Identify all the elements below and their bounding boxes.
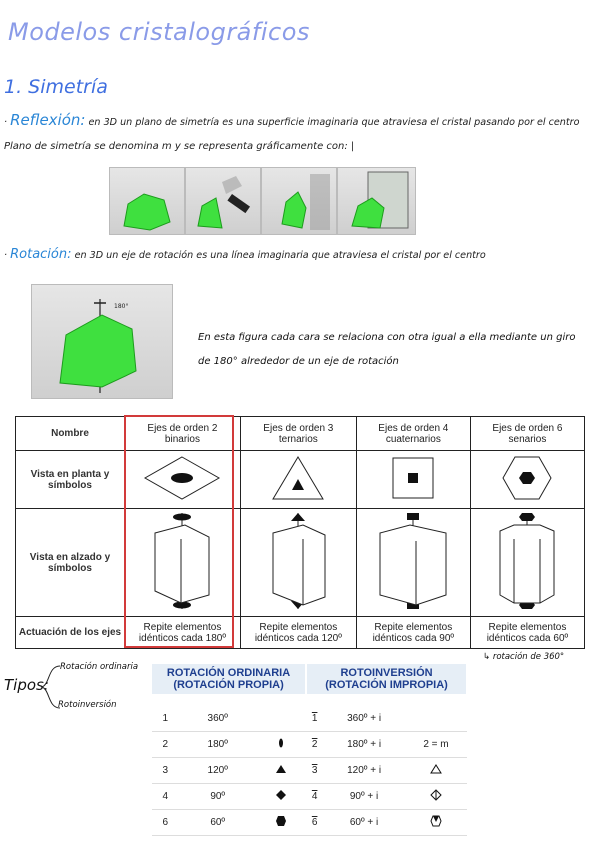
rot-n: 3 xyxy=(152,758,179,784)
row-planta-label: Vista en planta y símbolos xyxy=(16,451,125,509)
rot-angle: 60º xyxy=(179,810,257,836)
rot-angle: 120º xyxy=(179,758,257,784)
tipo-rotoinversion: Rotoinversión xyxy=(58,700,117,710)
highlight-orden-2 xyxy=(124,415,234,648)
inv-angle: 120º + i xyxy=(323,758,405,784)
planta-orden-4 xyxy=(356,451,470,509)
table-row xyxy=(152,810,467,836)
tipo-rotacion-ordinaria: Rotación ordinaria xyxy=(60,662,139,672)
col-4-title: Ejes de orden 4 xyxy=(378,422,449,434)
col-2-subtitle: binarios xyxy=(164,433,200,445)
alzado-orden-3 xyxy=(240,509,356,617)
rot-symbol xyxy=(257,706,306,732)
rot-n: 6 xyxy=(152,810,179,836)
col-6-subtitle: senarios xyxy=(508,433,547,445)
inv-angle: 90º + i xyxy=(323,784,405,810)
rot-angle: 180º xyxy=(179,732,257,758)
page-title: Modelos cristalográficos xyxy=(8,18,310,46)
rotation-angle-label: 180° xyxy=(114,303,129,310)
reflexion-label: Reflexión: xyxy=(10,111,86,129)
rot-n: 4 xyxy=(152,784,179,810)
inv-extra: 2 = m xyxy=(405,732,467,758)
inv-n: 3 xyxy=(306,758,323,784)
planta-orden-3 xyxy=(240,451,356,509)
inv-angle: 180º + i xyxy=(323,732,405,758)
section-heading-simetria: 1. Simetría xyxy=(4,76,108,98)
col-6-header xyxy=(470,417,584,451)
rot-angle: 90º xyxy=(179,784,257,810)
row-actuacion-label: Actuación de los ejes xyxy=(16,617,125,649)
rotacion-line: · Rotación: en 3D un eje de rotación es una línea imaginaria que atraviesa el cristal por el centro xyxy=(4,247,486,262)
actuacion-orden-6: Repite elementos idénticos cada 60º xyxy=(470,617,584,649)
col-3-header xyxy=(240,417,356,451)
rot-ordinaria-header: ROTACIÓN ORDINARIA (ROTACIÓN PROPIA) xyxy=(152,664,306,694)
table-row xyxy=(152,732,467,758)
inv-n: 1 xyxy=(306,706,323,732)
photo-crystal-3 xyxy=(261,167,337,235)
col-3-title: Ejes de orden 3 xyxy=(263,422,334,434)
actuacion-orden-2: Repite elementos idénticos cada 180º xyxy=(125,617,241,649)
rot-symbol-ellipse xyxy=(257,732,306,758)
rot-n: 2 xyxy=(152,732,179,758)
photo-crystal-rotation xyxy=(31,284,173,399)
tipos-label: Tipos: xyxy=(4,676,49,694)
reflection-photos xyxy=(109,167,415,234)
inv-symbol-triangle xyxy=(405,758,467,784)
inv-n: 2 xyxy=(306,732,323,758)
rotation-types-table xyxy=(152,664,468,836)
reflexion-text: en 3D un plano de simetría es una superficie imaginaria que atraviesa el cristal pasando por el centro xyxy=(88,117,580,128)
col-4-header xyxy=(356,417,470,451)
col-4-subtitle: cuaternarios xyxy=(385,433,441,445)
rot-angle: 360º xyxy=(179,706,257,732)
rot-n: 1 xyxy=(152,706,179,732)
inv-n: 6 xyxy=(306,810,323,836)
alzado-orden-4 xyxy=(356,509,470,617)
ejes-table xyxy=(15,416,585,649)
rotacion-text: en 3D un eje de rotación es una línea imaginaria que atraviesa el cristal por el centro xyxy=(74,250,486,261)
inv-symbol-diamond xyxy=(405,784,467,810)
rot-symbol-triangle xyxy=(257,758,306,784)
row-alzado-label: Vista en alzado y símbolos xyxy=(16,509,125,617)
inv-n: 4 xyxy=(306,784,323,810)
rot-symbol-diamond xyxy=(257,784,306,810)
col-2-title: Ejes de orden 2 xyxy=(147,422,218,434)
photo-crystal-1 xyxy=(109,167,185,235)
inv-extra xyxy=(405,706,467,732)
nombre-header: Nombre xyxy=(16,417,125,451)
rot-symbol-hexagon xyxy=(257,810,306,836)
inv-angle: 60º + i xyxy=(323,810,405,836)
photo-crystal-knife xyxy=(185,167,261,235)
table-row xyxy=(152,758,467,784)
photo-crystal-mirror xyxy=(337,167,416,235)
rotation-figure-note: En esta figura cada cara se relaciona con otra igual a ella mediante un giro de 180° alrededor de un eje de rotación xyxy=(198,332,576,367)
reflexion-line: · Reflexión: en 3D un plano de simetría es una superficie imaginaria que atraviesa el cristal pasando por el centro xyxy=(4,111,580,129)
rotation-360-note: ↳ rotación de 360° xyxy=(483,652,565,662)
actuacion-orden-4: Repite elementos idénticos cada 90º xyxy=(356,617,470,649)
table-row xyxy=(152,784,467,810)
inv-angle: 360º + i xyxy=(323,706,405,732)
inv-symbol-hexagon xyxy=(405,810,467,836)
rotoinversion-header: ROTOINVERSIÓN (ROTACIÓN IMPROPIA) xyxy=(306,664,467,694)
col-6-title: Ejes de orden 6 xyxy=(492,422,563,434)
alzado-orden-6 xyxy=(470,509,584,617)
col-3-subtitle: ternarios xyxy=(278,433,318,445)
planta-orden-6 xyxy=(470,451,584,509)
actuacion-orden-3: Repite elementos idénticos cada 120º xyxy=(240,617,356,649)
table-row xyxy=(152,706,467,732)
plano-text: Plano de simetría se denomina m y se representa gráficamente con: | xyxy=(4,141,355,152)
rotacion-label: Rotación: xyxy=(10,247,72,262)
